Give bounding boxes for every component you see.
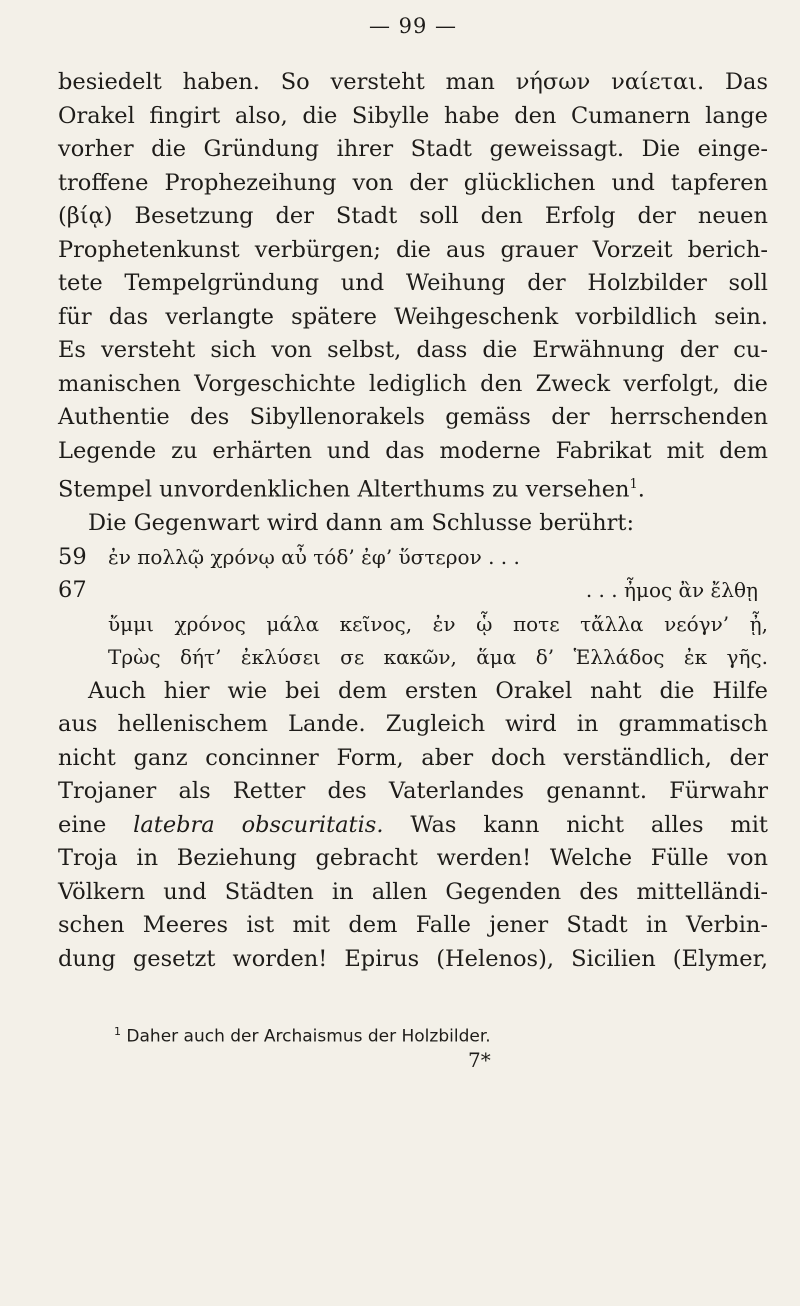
text-line: vorher die Gründung ihrer Stadt geweissagt. Die einge-: [58, 136, 768, 162]
page: [58, 0, 768, 1306]
verse-59: [58, 541, 768, 575]
text-line: Völkern und Städten in allen Gegenden des mittelländi-: [58, 878, 768, 905]
footnote-number: 1: [114, 1025, 121, 1038]
text-fragment: Stempel unvordenklichen Alterthums zu versehen: [58, 476, 630, 503]
text-line: für das verlangte spätere Weihgeschenk vorbildlich sein.: [58, 303, 768, 330]
text-fragment: eine: [58, 811, 134, 838]
emphasis-text: latebra obscuritatis.: [133, 811, 384, 838]
text-line-emphasis: [58, 809, 768, 843]
text-line: Legende zu erhärten und das moderne Fabrikat mit dem: [58, 437, 768, 464]
footnote: [114, 1025, 491, 1047]
text-line: dung gesetzt worden! Epirus (Helenos), Sicilien (Elymer,: [58, 945, 768, 972]
sheet-signature: 7*: [468, 1048, 491, 1072]
text-fragment: Was kann nicht alles mit: [383, 811, 768, 838]
text-line: aus hellenischem Lande. Zugleich wird in grammatisch: [58, 711, 768, 737]
text-line: manischen Vorgeschichte lediglich den Zweck verfolgt, die: [58, 370, 768, 397]
footnote-marker: 1: [629, 477, 638, 492]
greek-verse: ἐν πολλῷ χρόνῳ αὖ τόδ’ ἐφ’ ὕστερον . . .: [108, 544, 520, 569]
text-line: Orakel fingirt also, die Sibylle habe den Cumanern lange: [58, 102, 768, 129]
text-line-footnote-ref: [58, 468, 768, 507]
text-line: Prophetenkunst verbürgen; die aus grauer Vorzeit berich-: [58, 236, 768, 263]
footnote-text: Daher auch der Archaismus der Holzbilder.: [126, 1026, 491, 1047]
text-line: Es versteht sich von selbst, dass die Erwähnung der cu-: [58, 337, 768, 363]
greek-verse: Τρὼς δήτ’ ἐκλύσει σε κακῶν, ἅμα δ’ Ἑλλάδος ἐκ γῆς.: [108, 645, 768, 669]
text-line: Trojaner als Retter des Vaterlandes genannt. Fürwahr: [58, 778, 768, 804]
text-line: Die Gegenwart wird dann am Schlusse berührt:: [88, 510, 635, 536]
text-line: Authentie des Sibyllenorakels gemäss der herrschenden: [58, 404, 768, 430]
page-header: — 99 —: [368, 14, 458, 38]
text-line: Troja in Beziehung gebracht werden! Welche Fülle von: [58, 845, 768, 871]
greek-verse: . . . ἦμος ἂν ἔλθῃ: [585, 578, 758, 602]
text-line: Auch hier wie bei dem ersten Orakel naht die Hilfe: [88, 677, 768, 704]
text-line: troffene Prophezeihung von der glücklichen und tapferen: [58, 169, 768, 196]
text-line: nicht ganz concinner Form, aber doch verständlich, der: [58, 744, 768, 771]
verse-67: [58, 574, 768, 608]
greek-verse: ὔμμι χρόνος μάλα κεῖνος, ἐν ᾧ ποτε τἄλλα νεόγν’ ᾖ,: [108, 611, 768, 636]
verse-number: 67: [58, 577, 87, 603]
text-line: tete Tempelgründung und Weihung der Holzbilder soll: [58, 270, 768, 296]
verse-number: 59: [58, 543, 87, 570]
text-line: besiedelt haben. So versteht man νήσων ναίεται. Das: [58, 69, 768, 95]
text-line: (βίᾳ) Besetzung der Stadt soll den Erfolg der neuen: [58, 203, 768, 229]
text-line: schen Meeres ist mit dem Falle jener Stadt in Verbin-: [58, 912, 768, 938]
body-text: [58, 66, 768, 976]
text-fragment: .: [637, 476, 645, 503]
